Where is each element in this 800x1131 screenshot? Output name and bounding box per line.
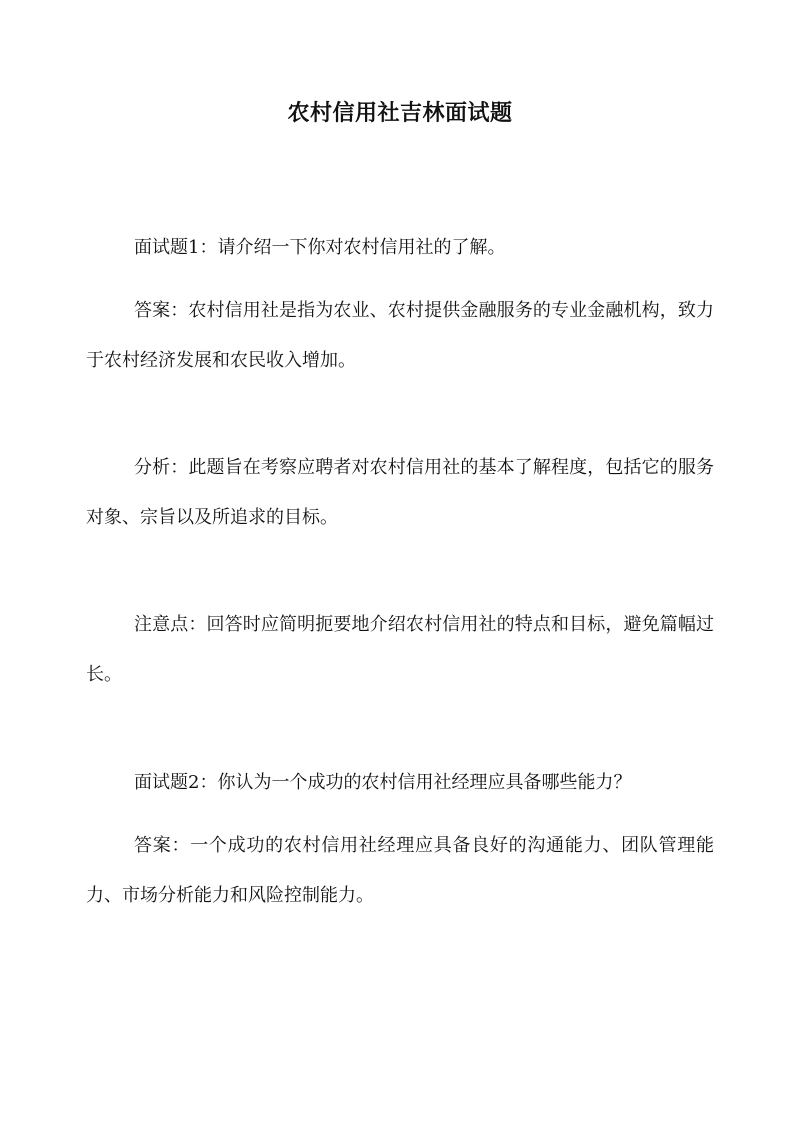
answer-2: 答案：一个成功的农村信用社经理应具备良好的沟通能力、团队管理能力、市场分析能力和风险控制能力。 — [86, 835, 714, 906]
answer-1: 答案：农村信用社是指为农业、农村提供金融服务的专业金融机构，致力于农村经济发展和农民收入增加。 — [86, 300, 714, 371]
notes-1: 注意点：回答时应简明扼要地介绍农村信用社的特点和目标，避免篇幅过长。 — [86, 614, 714, 685]
analysis-1: 分析：此题旨在考察应聘者对农村信用社的基本了解程度，包括它的服务对象、宗旨以及所追求的目标。 — [86, 457, 714, 528]
question-2: 面试题2：你认为一个成功的农村信用社经理应具备哪些能力？ — [134, 772, 632, 793]
question-1: 面试题1：请介绍一下你对农村信用社的了解。 — [134, 237, 506, 258]
page-title: 农村信用社吉林面试题 — [287, 100, 513, 126]
